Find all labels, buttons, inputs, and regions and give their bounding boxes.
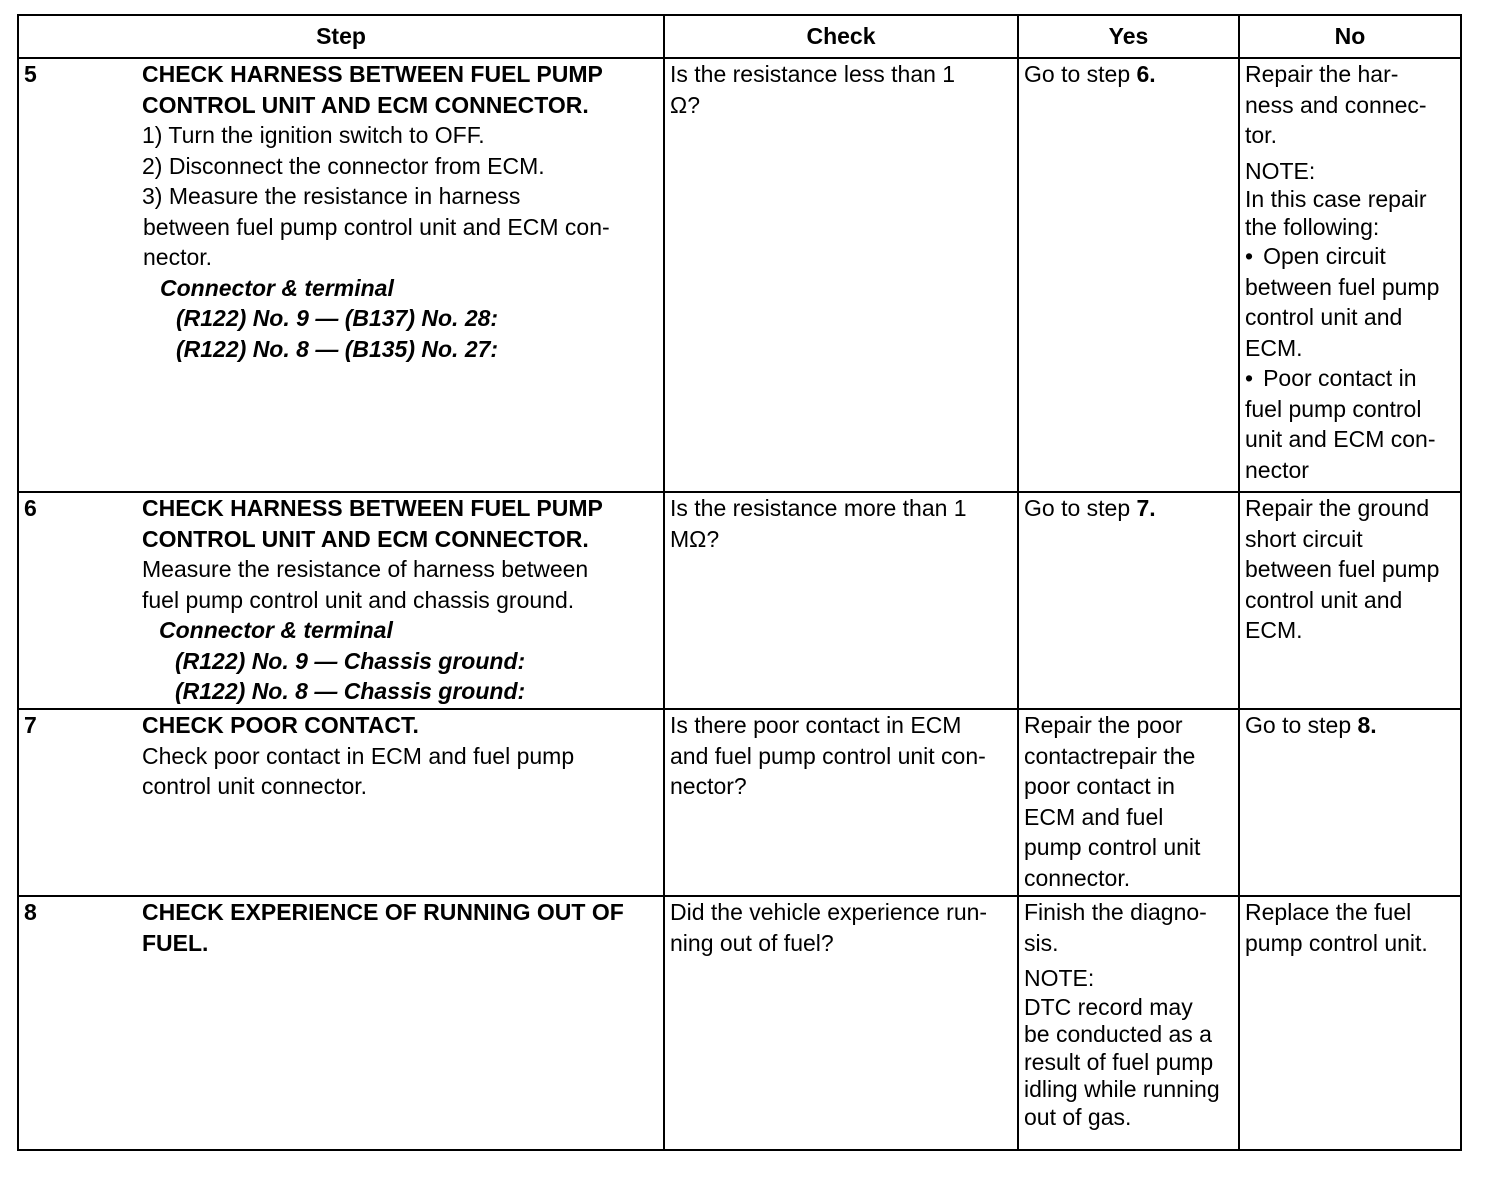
step-instruction: Check poor contact in ECM and fuel pump — [142, 742, 575, 769]
yes-text: contactrepair the — [1024, 742, 1196, 769]
step-instruction: nector. — [143, 244, 213, 270]
no-cell — [1239, 58, 1461, 492]
yes-text: ECM and fuel — [1024, 803, 1164, 830]
no-text: control unit and — [1245, 586, 1403, 613]
note-label: NOTE: — [1245, 157, 1316, 184]
step-number: 6 — [24, 495, 37, 521]
yes-step-ref: 6. — [1136, 61, 1156, 87]
yes-text: sis. — [1024, 929, 1059, 956]
note-text: result of fuel pump — [1024, 1048, 1214, 1075]
note-text: idling while running — [1024, 1076, 1220, 1102]
bullet-item — [1245, 241, 1455, 363]
no-text: Go to step — [1245, 712, 1358, 738]
no-text: ness and connec- — [1245, 91, 1427, 118]
check-text: ning out of fuel? — [670, 929, 834, 956]
no-cell — [1239, 492, 1461, 709]
step-cell — [18, 709, 664, 896]
yes-cell — [1018, 896, 1239, 1150]
note-text: be conducted as a — [1024, 1021, 1212, 1047]
yes-text: connector. — [1024, 864, 1131, 891]
bullet-text: nector — [1245, 456, 1309, 483]
table-row-step-6 — [18, 492, 1461, 709]
connector-terminal-spec: (R122) No. 9 — Chassis ground: — [175, 647, 526, 674]
step-instruction: control unit connector. — [142, 773, 368, 799]
step-instruction: 1) Turn the ignition switch to OFF. — [142, 122, 485, 148]
table-row-step-7 — [18, 709, 1461, 896]
step-number: 7 — [24, 712, 37, 738]
step-cell — [18, 896, 664, 1150]
header-row — [18, 15, 1461, 58]
check-cell — [664, 709, 1018, 896]
step-title: CHECK HARNESS BETWEEN FUEL PUMP — [142, 495, 603, 521]
header-check: Check — [664, 15, 1018, 58]
no-text: ECM. — [1245, 617, 1303, 643]
no-step-ref: 8. — [1357, 712, 1377, 738]
connector-terminal-spec: (R122) No. 8 — (B135) No. 27: — [176, 335, 499, 362]
yes-text: pump control unit — [1024, 834, 1201, 860]
bullet-text: • Open circuit — [1245, 241, 1455, 272]
yes-cell — [1018, 709, 1239, 896]
header-step: Step — [18, 15, 664, 58]
note-body — [1024, 994, 1233, 1132]
check-text: MΩ? — [670, 525, 720, 552]
connector-terminal-spec: (R122) No. 8 — Chassis ground: — [175, 678, 526, 704]
check-cell — [664, 492, 1018, 709]
diagnostic-table — [17, 14, 1462, 1151]
step-instruction: Measure the resistance of harness between — [142, 556, 589, 582]
connector-terminal-label: Connector & terminal — [160, 274, 394, 301]
diagnostic-table-container — [17, 14, 1462, 1151]
step-cell — [18, 58, 664, 492]
step-number: 5 — [24, 61, 37, 87]
note-text: DTC record may — [1024, 993, 1193, 1020]
no-text: Replace the fuel — [1245, 899, 1412, 925]
no-text: short circuit — [1245, 525, 1363, 552]
check-cell — [664, 896, 1018, 1150]
yes-step-ref: 7. — [1136, 495, 1156, 521]
step-body — [142, 710, 663, 802]
yes-text: Finish the diagno- — [1024, 899, 1207, 925]
no-text: Repair the ground — [1245, 495, 1430, 521]
step-title: CONTROL UNIT AND ECM CONNECTOR. — [142, 525, 589, 552]
check-text: Ω? — [670, 91, 700, 118]
step-instruction: between fuel pump control unit and ECM con- — [143, 213, 610, 240]
header-no: No — [1239, 15, 1461, 58]
check-text: Is the resistance less than 1 — [670, 61, 956, 87]
connector-terminal-label: Connector & terminal — [159, 617, 393, 643]
bullet-text: between fuel pump — [1245, 273, 1440, 300]
note-label: NOTE: — [1024, 965, 1095, 991]
step-cell — [18, 492, 664, 709]
bullet-text: unit and ECM con- — [1245, 426, 1436, 452]
no-text: between fuel pump — [1245, 556, 1440, 582]
no-text: Repair the har- — [1245, 61, 1399, 87]
yes-text: Go to step — [1024, 495, 1137, 521]
step-instruction: 3) Measure the resistance in harness — [142, 183, 521, 209]
bullet-text: • Poor contact in — [1245, 363, 1455, 394]
bullet-text: ECM. — [1245, 334, 1303, 361]
no-cell — [1239, 709, 1461, 896]
step-instruction: fuel pump control unit and chassis ground. — [142, 586, 575, 613]
step-body — [142, 59, 663, 212]
step-body — [142, 493, 663, 707]
bullet-text: control unit and — [1245, 304, 1403, 330]
yes-text: Go to step — [1024, 61, 1137, 87]
note-text: the following: — [1245, 213, 1380, 240]
table-row-step-8 — [18, 896, 1461, 1150]
check-text: and fuel pump control unit con- — [670, 742, 986, 769]
step-title: CHECK HARNESS BETWEEN FUEL PUMP — [142, 61, 603, 87]
check-text: Did the vehicle experience run- — [670, 899, 988, 925]
step-body — [142, 897, 663, 958]
step-title: FUEL. — [142, 929, 209, 956]
step-title: CONTROL UNIT AND ECM CONNECTOR. — [142, 91, 589, 118]
note-text: In this case repair — [1245, 186, 1427, 212]
no-text: tor. — [1245, 122, 1277, 148]
yes-cell — [1018, 58, 1239, 492]
no-text: pump control unit. — [1245, 929, 1428, 956]
check-cell — [664, 58, 1018, 492]
yes-cell — [1018, 492, 1239, 709]
bullet-text: fuel pump control — [1245, 395, 1422, 422]
step-title: CHECK POOR CONTACT. — [142, 712, 419, 738]
check-text: Is there poor contact in ECM — [670, 712, 962, 738]
yes-text: Repair the poor — [1024, 712, 1183, 738]
check-text: nector? — [670, 773, 747, 799]
connector-terminal-spec: (R122) No. 9 — (B137) No. 28: — [176, 305, 499, 331]
step-number: 8 — [24, 899, 37, 925]
bullet-item — [1245, 363, 1455, 485]
yes-text: poor contact in — [1024, 773, 1175, 799]
table-row-step-5 — [18, 58, 1461, 492]
header-yes: Yes — [1018, 15, 1239, 58]
note-body — [1245, 186, 1455, 241]
step-title: CHECK EXPERIENCE OF RUNNING OUT OF — [142, 899, 624, 925]
note-text: out of gas. — [1024, 1103, 1132, 1130]
step-instruction: 2) Disconnect the connector from ECM. — [142, 152, 545, 179]
no-cell — [1239, 896, 1461, 1150]
check-text: Is the resistance more than 1 — [670, 495, 967, 521]
